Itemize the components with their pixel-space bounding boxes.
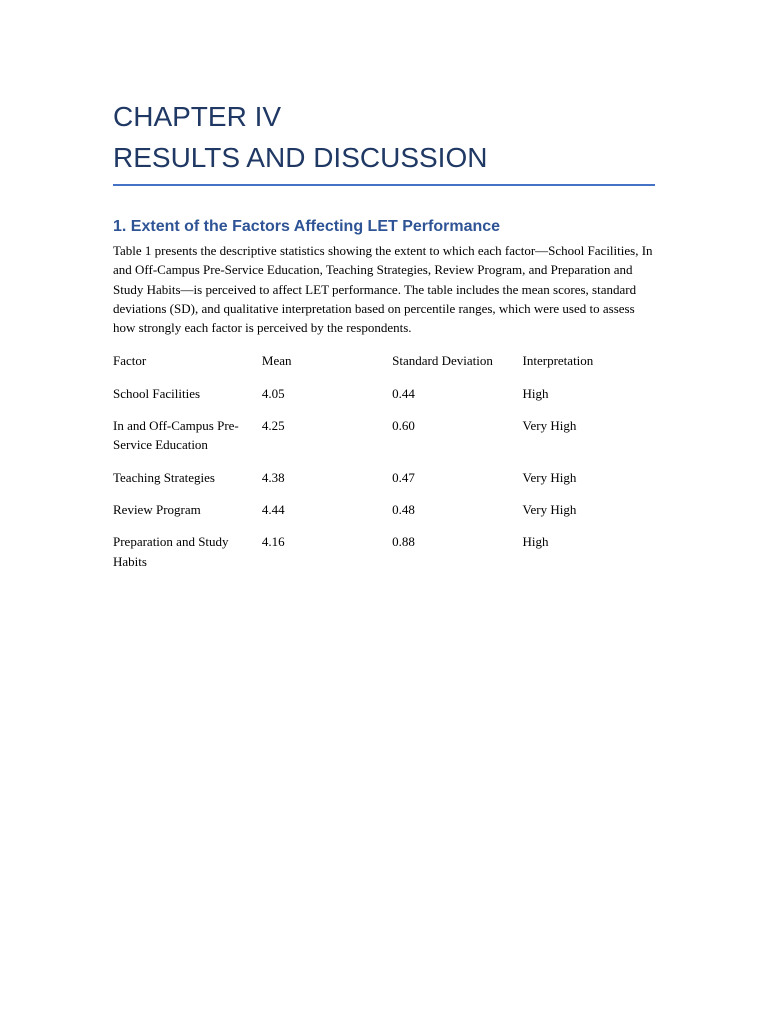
cell-factor: In and Off-Campus Pre-Service Education: [113, 418, 239, 453]
header-interpretation: Interpretation: [522, 353, 594, 369]
cell-factor: Preparation and Study Habits: [113, 534, 229, 569]
cell-interpretation: Very High: [522, 501, 577, 517]
table-row: [113, 371, 655, 403]
factors-table: [113, 351, 655, 570]
section-heading: 1. Extent of the Factors Affecting LET Performance: [113, 218, 501, 235]
cell-sd: 0.60: [392, 418, 415, 434]
header-sd: Standard Deviation: [392, 353, 493, 369]
header-mean: Mean: [261, 353, 292, 369]
cell-sd: 0.48: [392, 501, 415, 517]
title-underline: [113, 184, 655, 186]
chapter-number: CHAPTER IV: [113, 101, 282, 132]
cell-factor: Review Program: [113, 501, 201, 517]
cell-mean: 4.05: [261, 385, 285, 401]
cell-interpretation: Very High: [522, 418, 577, 434]
header-factor: Factor: [113, 353, 147, 369]
table-header-row: [113, 351, 655, 370]
chapter-title: [113, 96, 655, 178]
table-row: [113, 487, 655, 519]
cell-interpretation: High: [522, 385, 549, 401]
cell-interpretation: High: [522, 534, 549, 550]
cell-mean: 4.25: [261, 418, 285, 434]
cell-mean: 4.44: [261, 501, 285, 517]
chapter-name: RESULTS AND DISCUSSION: [113, 142, 488, 173]
cell-sd: 0.47: [392, 469, 415, 485]
table-row: [113, 455, 655, 487]
section-paragraph: Table 1 presents the descriptive statistics showing the extent to which each factor—School Facilities, In and Off-Campus Pre-Service Education, Teaching Strategies, Review Program, and Preparation and Study Habits—is perceived to affect LET performance. The table includes the mean scores, standard deviations (SD), and qualitative interpretation based on percentile ranges, which were used to assess how strongly each factor is perceived by the respondents.: [113, 243, 653, 336]
cell-factor: Teaching Strategies: [113, 469, 215, 485]
cell-factor: School Facilities: [113, 385, 201, 401]
cell-mean: 4.16: [261, 534, 285, 550]
cell-interpretation: Very High: [522, 469, 577, 485]
cell-sd: 0.88: [392, 534, 415, 550]
cell-mean: 4.38: [261, 469, 285, 485]
table-row: [113, 519, 655, 571]
cell-sd: 0.44: [392, 385, 415, 401]
document-page: [113, 96, 655, 571]
table-row: [113, 403, 655, 455]
